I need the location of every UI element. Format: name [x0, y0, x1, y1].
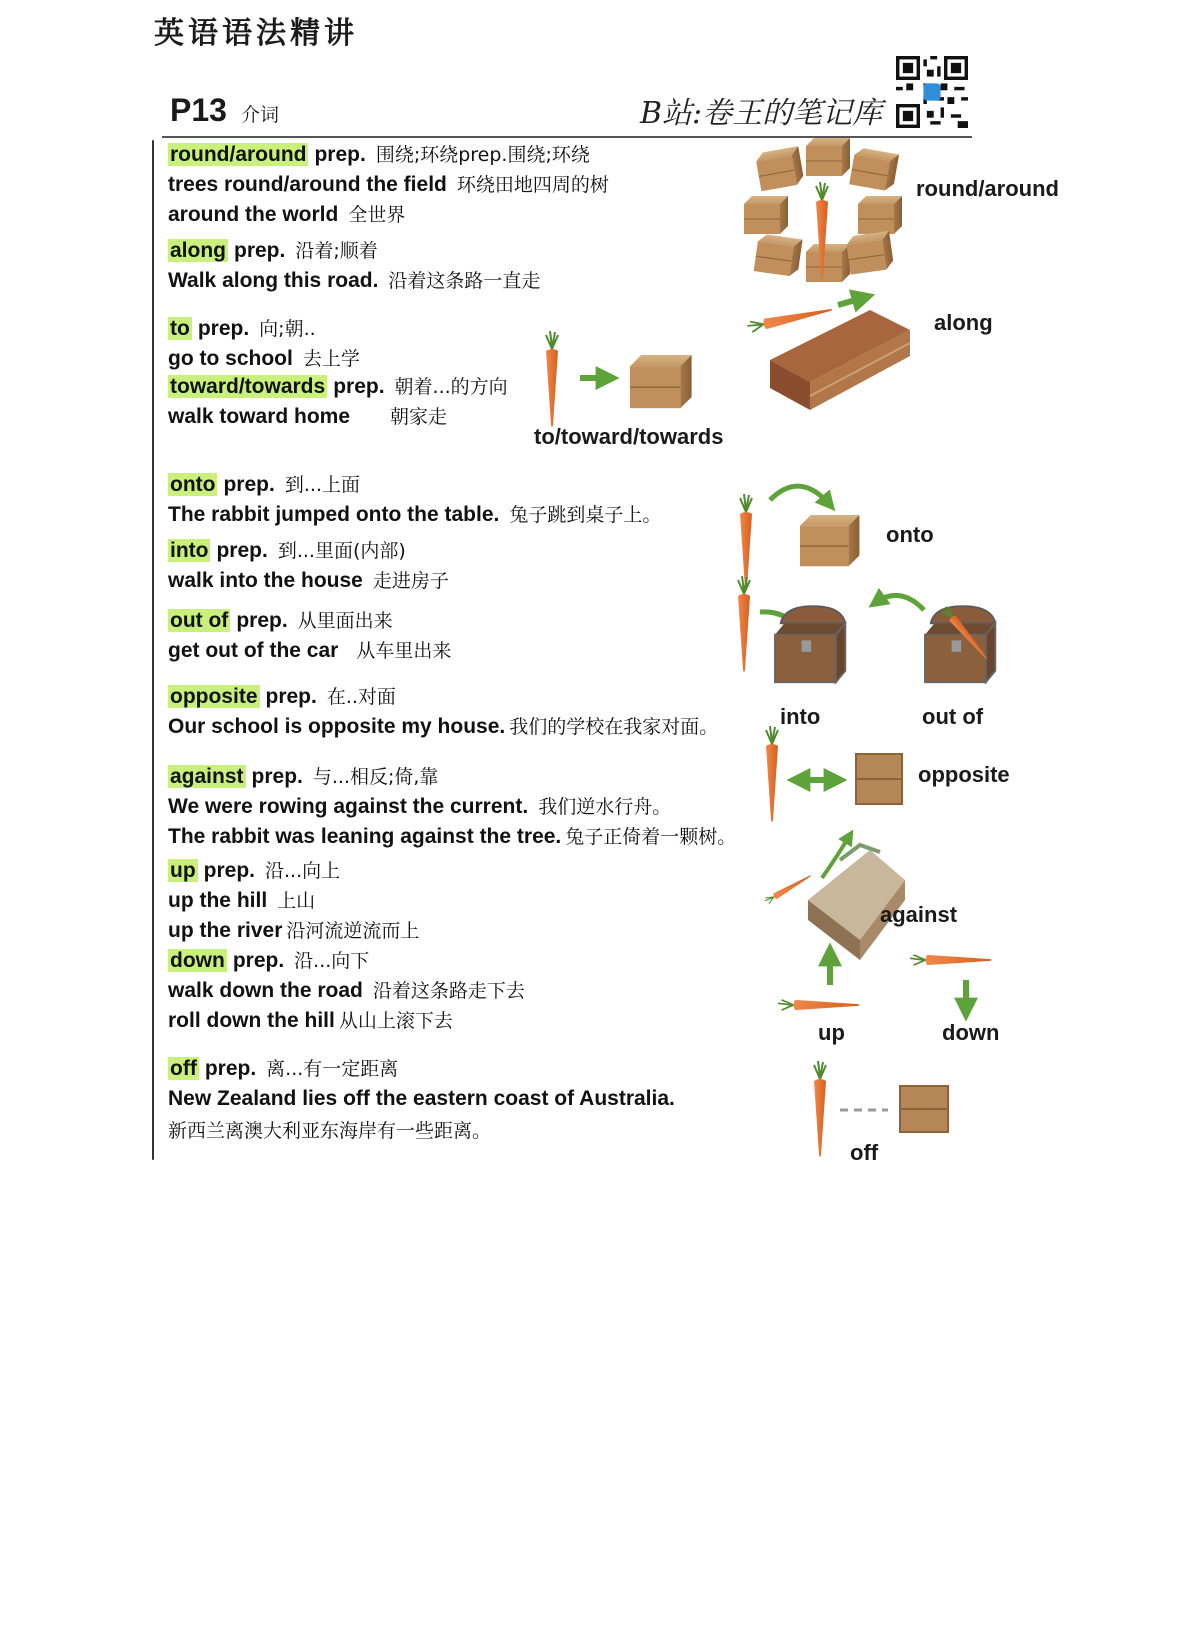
example-en: Walk along this road. [168, 269, 379, 292]
headword: along [170, 239, 226, 262]
label-into: into [780, 704, 821, 729]
example-cn: 去上学 [302, 348, 360, 370]
meaning: 在..对面 [326, 686, 396, 708]
bilibili-credit: B站:卷王的笔记库 [640, 96, 883, 131]
example-en: The rabbit jumped onto the table. [168, 503, 500, 526]
meaning: 离...有一定距离 [266, 1058, 399, 1080]
pos: prep. [314, 143, 366, 166]
example-en: New Zealand lies off the eastern coast of Australia. [168, 1087, 675, 1110]
example-cn: 沿着这条路走下去 [372, 980, 525, 1002]
example-cn: 走进房子 [372, 570, 449, 592]
meaning: 与...相反;倚,靠 [312, 766, 439, 788]
example-cn: 全世界 [348, 204, 406, 226]
pos: prep. [333, 375, 385, 398]
opposite-illustration [766, 726, 902, 822]
pos: prep. [216, 539, 268, 562]
meaning: 从里面出来 [297, 610, 393, 632]
example-cn: 兔子跳到桌子上。 [509, 504, 662, 526]
against-illustration [764, 835, 905, 960]
example-cn: 我们逆水行舟。 [538, 796, 672, 818]
example-cn: 从车里出来 [356, 640, 452, 662]
page-code: P13 [170, 92, 227, 128]
label-off: off [850, 1140, 879, 1165]
example-en: up the hill [168, 889, 268, 912]
pos: prep. [223, 473, 275, 496]
example-en: around the world [168, 203, 339, 226]
example-en: Our school is opposite my house. [168, 715, 506, 738]
pos: prep. [251, 765, 303, 788]
headword: round/around [170, 143, 307, 166]
along-illustration [747, 297, 910, 410]
headword: against [170, 765, 244, 788]
example-cn: 沿着这条路一直走 [388, 270, 541, 292]
headword: off [170, 1057, 197, 1080]
out-of-illustration [875, 595, 995, 682]
example-en: up the river [168, 919, 283, 942]
pos: prep. [203, 859, 255, 882]
label-round-around: round/around [916, 176, 1059, 201]
example-en: walk into the house [168, 569, 363, 592]
meaning: 围绕;环绕prep.围绕;环绕 [375, 144, 590, 166]
meaning: 到...里面(内部) [277, 540, 406, 562]
example-cn: 兔子正倚着一颗树。 [565, 826, 737, 848]
headword: down [170, 949, 225, 972]
to-toward-illustration [546, 331, 692, 427]
headword: out of [170, 609, 229, 632]
headword: up [170, 859, 196, 882]
up-down-illustration [778, 952, 992, 1012]
example-en: The rabbit was leaning against the tree. [168, 825, 562, 848]
pos: prep. [232, 949, 285, 972]
example-cn: 环绕田地四周的树 [456, 174, 609, 196]
meaning: 沿着;顺着 [295, 240, 378, 262]
round-around-illustration [744, 138, 902, 282]
label-along: along [934, 310, 993, 335]
example-en: go to school [168, 347, 293, 370]
example-cn: 从山上滚下去 [338, 1010, 453, 1032]
headword: into [170, 539, 209, 562]
label-against: against [880, 902, 958, 927]
label-to-toward: to/toward/towards [534, 424, 724, 449]
example-cn: 朝家走 [390, 406, 448, 428]
headword: to [170, 317, 190, 340]
example-en: We were rowing against the current. [168, 795, 529, 818]
pos: prep. [265, 685, 317, 708]
label-up: up [818, 1020, 845, 1045]
meaning: 沿...向下 [294, 950, 370, 972]
meaning: 沿...向上 [265, 860, 341, 882]
example-en: get out of the car [168, 639, 339, 662]
example-cn: 沿河流逆流而上 [286, 920, 420, 942]
example-en: walk down the road [168, 979, 363, 1002]
page-topic: 介词 [240, 104, 279, 126]
example-en: walk toward home [168, 405, 351, 428]
label-onto: onto [886, 522, 934, 547]
label-down: down [942, 1020, 1000, 1045]
headword: opposite [170, 685, 258, 708]
label-opposite: opposite [918, 762, 1010, 787]
pos: prep. [204, 1057, 257, 1080]
example-en: roll down the hill [168, 1009, 335, 1032]
meaning: 向;朝.. [259, 318, 316, 340]
meaning: 到...上面 [284, 474, 360, 496]
into-illustration [738, 576, 845, 682]
pos: prep. [236, 609, 288, 632]
meaning: 朝着...的方向 [394, 376, 508, 398]
label-out-of: out of [922, 704, 984, 729]
example-cn: 我们的学校在我家对面。 [509, 716, 719, 738]
example-en: trees round/around the field [168, 173, 447, 196]
off-illustration [814, 1061, 948, 1157]
headword: toward/towards [170, 375, 326, 398]
headword: onto [170, 473, 216, 496]
book-title: 英语语法精讲 [154, 16, 358, 51]
example-cn: 上山 [277, 890, 316, 912]
pos: prep. [234, 239, 286, 262]
onto-illustration [740, 486, 859, 590]
pos: prep. [197, 317, 250, 340]
example-cn: 新西兰离澳大利亚东海岸有一些距离。 [168, 1120, 492, 1142]
